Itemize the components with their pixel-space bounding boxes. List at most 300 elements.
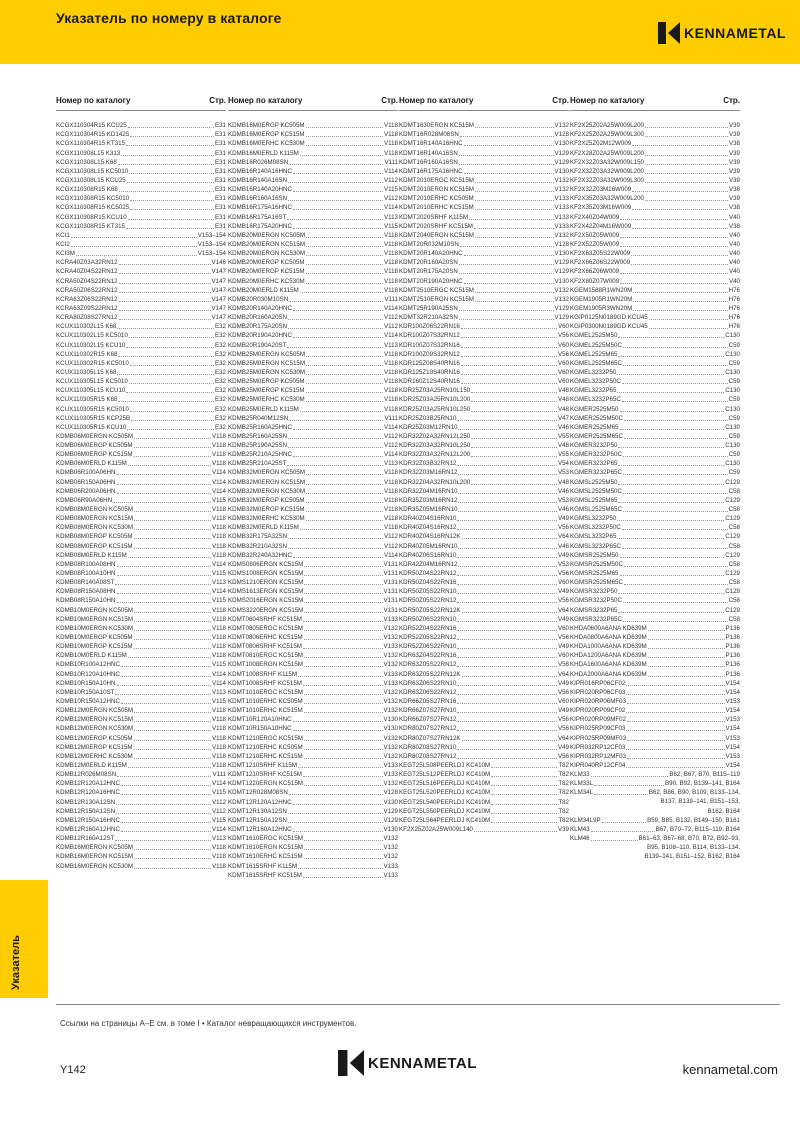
page-ref[interactable]: V118 <box>212 551 226 559</box>
page-ref[interactable]: V53 <box>557 560 569 568</box>
page-ref[interactable]: V112 <box>384 542 398 550</box>
page-ref[interactable]: E31 <box>214 195 226 203</box>
page-ref[interactable]: E31 <box>214 140 226 148</box>
page-ref[interactable]: V132 <box>383 634 398 642</box>
page-ref[interactable]: V49 <box>557 643 569 651</box>
page-ref[interactable]: V118 <box>384 478 398 486</box>
page-ref[interactable]: V60 <box>557 652 569 660</box>
page-ref[interactable]: B62, B67, B70, B115–119 <box>669 771 740 779</box>
page-ref[interactable]: V111 <box>384 158 398 166</box>
page-ref[interactable]: V115 <box>212 789 226 797</box>
page-ref[interactable]: V38 <box>728 186 740 194</box>
page-ref[interactable]: C59 <box>728 341 740 349</box>
page-ref[interactable]: V53 <box>557 469 569 477</box>
page-ref[interactable]: H76 <box>728 286 740 294</box>
page-ref[interactable]: V38 <box>728 204 740 212</box>
page-ref[interactable]: V132 <box>383 652 398 660</box>
page-ref[interactable]: V60 <box>557 359 569 367</box>
page-ref[interactable]: E31 <box>214 204 226 212</box>
page-ref[interactable]: V118 <box>212 533 226 541</box>
page-ref[interactable]: V60 <box>557 341 569 349</box>
page-ref[interactable]: V46 <box>557 487 569 495</box>
page-ref[interactable]: V39 <box>728 167 740 175</box>
page-ref[interactable]: H76 <box>728 314 740 322</box>
page-ref[interactable]: C59 <box>728 432 740 440</box>
page-ref[interactable]: V40 <box>728 277 740 285</box>
page-ref[interactable]: V118 <box>384 387 398 395</box>
page-ref[interactable]: V64 <box>557 670 569 678</box>
page-ref[interactable]: V115 <box>212 496 226 504</box>
page-ref[interactable]: V133 <box>383 761 398 769</box>
page-ref[interactable]: V47 <box>557 414 569 422</box>
page-ref[interactable]: B59, B85, B132, B149–150, B161 <box>647 816 740 824</box>
page-ref[interactable]: V147 <box>211 314 226 322</box>
page-ref[interactable]: V64 <box>557 606 569 614</box>
page-ref[interactable]: V133 <box>383 670 398 678</box>
page-ref[interactable]: V130 <box>554 250 569 258</box>
page-ref[interactable]: V40 <box>728 259 740 267</box>
page-ref[interactable]: V60 <box>557 378 569 386</box>
page-ref[interactable]: V114 <box>212 487 226 495</box>
page-ref[interactable]: V112 <box>384 432 398 440</box>
page-ref[interactable]: E32 <box>214 405 226 413</box>
page-ref[interactable]: V118 <box>212 761 226 769</box>
page-ref[interactable]: C58 <box>728 542 740 550</box>
page-ref[interactable]: V153 <box>725 698 740 705</box>
page-ref[interactable]: V118 <box>212 624 226 632</box>
page-ref[interactable]: V118 <box>212 844 226 852</box>
page-ref[interactable]: V132 <box>383 734 398 742</box>
page-ref[interactable]: V48 <box>557 405 569 413</box>
page-ref[interactable]: V118 <box>384 268 398 276</box>
page-ref[interactable]: V133 <box>554 222 569 230</box>
page-ref[interactable]: V40 <box>728 231 740 239</box>
page-ref[interactable]: E32 <box>214 423 226 431</box>
page-ref[interactable]: V118 <box>212 615 226 623</box>
page-ref[interactable]: V118 <box>384 259 398 267</box>
page-ref[interactable]: V130 <box>554 167 569 175</box>
page-ref[interactable]: V118 <box>384 524 398 532</box>
page-ref[interactable]: V54 <box>557 460 569 468</box>
page-ref[interactable]: T82 <box>558 761 569 769</box>
page-ref[interactable]: V38 <box>728 222 740 230</box>
page-ref[interactable]: T82 <box>558 798 569 806</box>
page-ref[interactable]: V118 <box>212 451 226 459</box>
page-ref[interactable]: V113 <box>212 579 226 587</box>
page-ref[interactable]: V132 <box>383 688 398 696</box>
page-ref[interactable]: V154 <box>725 761 740 769</box>
page-ref[interactable]: V113 <box>384 341 398 349</box>
page-ref[interactable]: V49 <box>557 515 569 523</box>
page-ref[interactable]: V114 <box>212 825 226 833</box>
page-ref[interactable]: V40 <box>728 213 740 221</box>
page-ref[interactable]: C58 <box>728 615 740 623</box>
page-ref[interactable]: C59 <box>728 378 740 386</box>
page-ref[interactable]: V55 <box>557 432 569 440</box>
page-ref[interactable]: V131 <box>383 597 398 605</box>
page-ref[interactable]: T82 <box>558 816 569 824</box>
page-ref[interactable]: V131 <box>383 560 398 568</box>
page-ref[interactable]: V153–154 <box>197 231 226 239</box>
page-ref[interactable]: V147 <box>211 268 226 276</box>
page-ref[interactable]: V113 <box>384 213 398 221</box>
page-ref[interactable]: V112 <box>384 314 398 322</box>
page-ref[interactable]: V132 <box>383 844 398 852</box>
page-ref[interactable]: V118 <box>212 734 226 742</box>
page-ref[interactable]: V153 <box>725 752 740 760</box>
page-ref[interactable]: C130 <box>725 387 740 395</box>
page-ref[interactable]: V118 <box>212 524 226 532</box>
page-ref[interactable]: C130 <box>725 405 740 413</box>
page-ref[interactable]: V132 <box>554 176 569 184</box>
page-ref[interactable]: V130 <box>554 277 569 285</box>
page-ref[interactable]: V118 <box>212 862 226 870</box>
page-ref[interactable]: V39 <box>728 131 740 139</box>
page-ref[interactable]: V118 <box>212 506 226 514</box>
page-ref[interactable]: V112 <box>384 176 398 184</box>
page-ref[interactable]: C129 <box>725 478 740 486</box>
page-ref[interactable]: V56 <box>557 752 569 760</box>
page-ref[interactable]: E31 <box>214 167 226 175</box>
page-ref[interactable]: C130 <box>725 460 740 468</box>
page-ref[interactable]: V132 <box>383 698 398 705</box>
page-ref[interactable]: V132 <box>383 743 398 751</box>
page-ref[interactable]: V114 <box>212 679 226 687</box>
page-ref[interactable]: V153–154 <box>197 240 226 248</box>
page-ref[interactable]: C58 <box>728 487 740 495</box>
page-ref[interactable]: V118 <box>384 231 398 239</box>
page-ref[interactable]: P136 <box>725 652 740 660</box>
page-ref[interactable]: C59 <box>728 414 740 422</box>
page-ref[interactable]: V132 <box>383 624 398 632</box>
page-ref[interactable]: V118 <box>384 240 398 248</box>
page-ref[interactable]: E32 <box>214 387 226 395</box>
page-ref[interactable]: V154 <box>725 743 740 751</box>
page-ref[interactable]: E31 <box>214 222 226 230</box>
page-ref[interactable]: V118 <box>384 506 398 514</box>
page-ref[interactable]: C58 <box>728 506 740 514</box>
page-ref[interactable]: V56 <box>557 597 569 605</box>
page-ref[interactable]: V56 <box>557 661 569 669</box>
page-ref[interactable]: V39 <box>728 122 740 130</box>
page-ref[interactable]: V56 <box>557 725 569 733</box>
page-ref[interactable]: V56 <box>557 332 569 340</box>
page-ref[interactable]: V49 <box>557 551 569 559</box>
page-ref[interactable]: V130 <box>383 798 398 806</box>
page-ref[interactable]: T82 <box>558 780 569 788</box>
page-ref[interactable]: V39 <box>728 158 740 166</box>
page-ref[interactable]: V114 <box>384 451 398 459</box>
page-ref[interactable]: V49 <box>557 679 569 687</box>
page-ref[interactable]: B67, B70–72, B115–119, B164 <box>655 826 740 833</box>
page-ref[interactable]: V154 <box>725 679 740 687</box>
page-ref[interactable]: V39 <box>557 825 569 833</box>
page-ref[interactable]: V60 <box>557 698 569 705</box>
page-ref-continuation[interactable]: B162, B164 <box>707 807 740 815</box>
page-ref[interactable]: V55 <box>557 451 569 459</box>
page-ref[interactable]: V132 <box>554 122 569 130</box>
page-ref[interactable]: V115 <box>212 698 226 705</box>
page-ref[interactable]: V118 <box>384 140 398 148</box>
page-ref[interactable]: V115 <box>384 186 398 194</box>
page-ref[interactable]: V118 <box>212 442 226 450</box>
page-ref[interactable]: E31 <box>214 122 226 130</box>
page-ref[interactable]: V129 <box>383 816 398 824</box>
page-ref[interactable]: V133 <box>383 862 398 870</box>
page-ref[interactable]: V40 <box>728 250 740 258</box>
page-ref[interactable]: V114 <box>384 304 398 312</box>
page-ref[interactable]: V118 <box>384 405 398 413</box>
page-ref[interactable]: P136 <box>725 624 740 632</box>
page-ref[interactable]: V56 <box>557 524 569 532</box>
page-ref[interactable]: C59 <box>728 451 740 459</box>
page-ref[interactable]: E32 <box>214 378 226 386</box>
page-ref[interactable]: V112 <box>384 533 398 541</box>
page-ref[interactable]: V46 <box>557 506 569 514</box>
page-ref[interactable]: V147 <box>211 304 226 312</box>
page-ref[interactable]: V118 <box>212 606 226 614</box>
page-ref[interactable]: V118 <box>384 122 398 130</box>
page-ref[interactable]: E31 <box>214 186 226 194</box>
page-ref[interactable]: E31 <box>214 213 226 221</box>
page-ref[interactable]: V130 <box>383 825 398 833</box>
page-ref[interactable]: V48 <box>557 478 569 486</box>
page-ref[interactable]: V129 <box>554 149 569 157</box>
page-ref[interactable]: V114 <box>212 478 226 486</box>
page-ref[interactable]: V114 <box>384 204 398 212</box>
page-ref[interactable]: V60 <box>557 323 569 331</box>
page-ref[interactable]: V118 <box>384 277 398 285</box>
page-ref[interactable]: V115 <box>212 816 226 824</box>
page-ref[interactable]: V111 <box>384 295 398 303</box>
page-ref[interactable]: V118 <box>212 634 226 642</box>
page-ref[interactable]: C129 <box>725 606 740 614</box>
page-ref[interactable]: V60 <box>557 624 569 632</box>
page-ref[interactable]: V118 <box>212 460 226 468</box>
page-ref[interactable]: E32 <box>214 396 226 404</box>
page-ref[interactable]: V128 <box>554 131 569 139</box>
page-ref[interactable]: T82 <box>558 807 569 815</box>
page-ref[interactable]: E32 <box>214 323 226 331</box>
page-ref[interactable]: V118 <box>384 131 398 139</box>
page-ref[interactable]: V56 <box>557 716 569 724</box>
page-ref[interactable]: V153 <box>725 716 740 724</box>
page-ref[interactable]: V133 <box>383 871 398 879</box>
page-ref[interactable]: V114 <box>212 469 226 477</box>
page-ref[interactable]: H76 <box>728 295 740 303</box>
page-ref[interactable]: V118 <box>212 432 226 440</box>
page-ref[interactable]: V49 <box>557 615 569 623</box>
page-ref[interactable]: V114 <box>384 332 398 340</box>
page-ref[interactable]: V118 <box>384 359 398 367</box>
page-ref[interactable]: E31 <box>214 149 226 157</box>
page-ref[interactable]: E32 <box>214 368 226 376</box>
page-ref[interactable]: V46 <box>557 542 569 550</box>
page-ref[interactable]: V112 <box>384 442 398 450</box>
page-ref[interactable]: V56 <box>557 688 569 696</box>
page-ref[interactable]: C130 <box>725 423 740 431</box>
page-ref[interactable]: V112 <box>384 195 398 203</box>
page-ref[interactable]: V111 <box>212 771 226 779</box>
page-ref[interactable]: V133 <box>383 679 398 687</box>
page-ref[interactable]: V118 <box>384 515 398 523</box>
page-ref[interactable]: V130 <box>554 140 569 148</box>
page-ref[interactable]: V132 <box>383 853 398 861</box>
page-ref[interactable]: V153 <box>725 734 740 742</box>
page-ref[interactable]: C58 <box>728 597 740 605</box>
page-ref[interactable]: V118 <box>384 487 398 495</box>
page-ref[interactable]: V48 <box>557 387 569 395</box>
page-ref[interactable]: V129 <box>554 259 569 267</box>
page-ref[interactable]: E31 <box>214 158 226 166</box>
page-ref[interactable]: V46 <box>557 423 569 431</box>
page-ref[interactable]: V147 <box>211 295 226 303</box>
page-ref[interactable]: V64 <box>557 734 569 742</box>
page-ref[interactable]: E32 <box>214 359 226 367</box>
page-ref[interactable]: V129 <box>554 268 569 276</box>
page-ref[interactable]: V132 <box>383 752 398 760</box>
page-ref[interactable]: C130 <box>725 350 740 358</box>
page-ref[interactable]: V132 <box>383 835 398 843</box>
page-ref[interactable]: V132 <box>383 780 398 788</box>
page-ref[interactable]: V128 <box>554 240 569 248</box>
page-ref[interactable]: C129 <box>725 588 740 596</box>
page-ref[interactable]: T82 <box>558 789 569 797</box>
page-ref[interactable]: C129 <box>725 496 740 504</box>
page-ref[interactable]: T82 <box>558 771 569 779</box>
page-ref[interactable]: V39 <box>728 195 740 203</box>
page-ref[interactable]: V112 <box>212 807 226 815</box>
page-ref[interactable]: V129 <box>554 314 569 322</box>
page-ref[interactable]: V118 <box>212 853 226 861</box>
page-ref[interactable]: V132 <box>554 295 569 303</box>
page-ref[interactable]: V118 <box>384 149 398 157</box>
page-ref[interactable]: V56 <box>557 634 569 642</box>
page-ref[interactable]: C59 <box>728 359 740 367</box>
page-ref[interactable]: V146 <box>211 259 226 267</box>
page-ref[interactable]: V114 <box>384 167 398 175</box>
page-ref[interactable]: C130 <box>725 332 740 340</box>
page-ref[interactable]: V49 <box>557 743 569 751</box>
page-ref[interactable]: V48 <box>557 396 569 404</box>
page-ref[interactable]: C129 <box>725 570 740 578</box>
page-ref[interactable]: V115 <box>212 570 226 578</box>
page-ref-continuation[interactable]: B139–141, B151–152, B162, B164 <box>644 853 740 861</box>
page-ref-continuation[interactable]: B95, B108–110, B114, B133–134, <box>646 844 740 852</box>
page-ref[interactable]: V114 <box>384 551 398 559</box>
page-ref[interactable]: V111 <box>384 414 398 422</box>
page-ref[interactable]: V112 <box>212 798 226 806</box>
page-ref[interactable]: V39 <box>728 176 740 184</box>
page-ref[interactable]: C130 <box>725 368 740 376</box>
page-ref[interactable]: V147 <box>211 286 226 294</box>
page-ref-continuation[interactable]: B137, B139–141, B151–153, <box>660 798 740 806</box>
page-ref[interactable]: V118 <box>384 396 398 404</box>
page-ref[interactable]: E31 <box>214 176 226 184</box>
page-ref[interactable]: H76 <box>728 323 740 331</box>
page-ref[interactable]: V132 <box>554 186 569 194</box>
page-ref[interactable]: V118 <box>384 368 398 376</box>
page-ref[interactable]: V115 <box>384 222 398 230</box>
website-link[interactable]: kennametal.com <box>682 1062 778 1077</box>
page-ref[interactable]: C58 <box>728 579 740 587</box>
page-ref[interactable]: V130 <box>383 725 398 733</box>
page-ref[interactable]: C59 <box>728 469 740 477</box>
page-ref[interactable]: V118 <box>212 652 226 660</box>
page-ref[interactable]: V40 <box>728 240 740 248</box>
page-ref[interactable]: V49 <box>557 588 569 596</box>
page-ref[interactable]: V39 <box>728 149 740 157</box>
page-ref[interactable]: V118 <box>212 716 226 724</box>
page-ref[interactable]: V129 <box>383 807 398 815</box>
page-ref[interactable]: V53 <box>557 496 569 504</box>
page-ref[interactable]: V129 <box>554 304 569 312</box>
page-ref[interactable]: V40 <box>728 268 740 276</box>
page-ref[interactable]: V132 <box>383 661 398 669</box>
page-ref[interactable]: V118 <box>384 378 398 386</box>
page-ref[interactable]: C58 <box>728 560 740 568</box>
page-ref[interactable]: E32 <box>214 414 226 422</box>
page-ref[interactable]: V118 <box>384 250 398 258</box>
page-ref[interactable]: B62, B86, B90, B109, B133–134, <box>648 789 740 797</box>
page-ref[interactable]: V133 <box>383 643 398 651</box>
page-ref[interactable]: P136 <box>725 661 740 669</box>
page-ref[interactable]: V132 <box>383 707 398 715</box>
page-ref[interactable]: V133 <box>554 204 569 212</box>
page-ref[interactable]: V154 <box>725 725 740 733</box>
page-ref[interactable]: C129 <box>725 515 740 523</box>
page-ref[interactable]: V115 <box>212 661 226 669</box>
page-ref[interactable]: V118 <box>212 542 226 550</box>
page-ref[interactable]: V118 <box>212 743 226 751</box>
page-ref[interactable]: P136 <box>725 670 740 678</box>
page-ref[interactable]: V118 <box>384 496 398 504</box>
page-ref[interactable]: V154 <box>725 707 740 715</box>
page-ref[interactable]: V56 <box>557 350 569 358</box>
page-ref[interactable]: V118 <box>212 707 226 715</box>
page-ref[interactable]: V118 <box>384 469 398 477</box>
page-ref[interactable]: V113 <box>212 688 226 696</box>
page-ref[interactable]: V114 <box>212 780 226 788</box>
page-ref[interactable]: E31 <box>214 131 226 139</box>
page-ref[interactable]: V129 <box>554 158 569 166</box>
page-ref[interactable]: V114 <box>212 588 226 596</box>
page-ref[interactable]: C129 <box>725 551 740 559</box>
page-ref[interactable]: B61–63, B67–68, B70, B72, B92–93, <box>638 835 740 843</box>
page-ref[interactable]: B90, B92, B139–141, B164 <box>665 780 740 788</box>
page-ref[interactable]: C59 <box>728 396 740 404</box>
page-ref[interactable]: P136 <box>725 634 740 642</box>
page-ref[interactable]: V153–154 <box>197 250 226 258</box>
page-ref[interactable]: V113 <box>384 460 398 468</box>
page-ref[interactable]: E32 <box>214 341 226 349</box>
page-ref[interactable]: V130 <box>383 716 398 724</box>
page-ref[interactable]: V133 <box>554 195 569 203</box>
page-ref[interactable]: V114 <box>384 423 398 431</box>
page-ref[interactable]: V115 <box>212 597 226 605</box>
page-ref[interactable]: V131 <box>383 606 398 614</box>
page-ref[interactable]: V133 <box>383 615 398 623</box>
page-ref[interactable]: V133 <box>554 213 569 221</box>
page-ref[interactable]: V118 <box>212 752 226 760</box>
page-ref[interactable]: V133 <box>383 771 398 779</box>
page-ref[interactable]: P136 <box>725 643 740 651</box>
page-ref[interactable]: V118 <box>212 643 226 651</box>
page-ref[interactable]: V118 <box>384 286 398 294</box>
page-ref[interactable]: V60 <box>557 579 569 587</box>
page-ref[interactable]: C130 <box>725 442 740 450</box>
page-ref[interactable]: E32 <box>214 332 226 340</box>
